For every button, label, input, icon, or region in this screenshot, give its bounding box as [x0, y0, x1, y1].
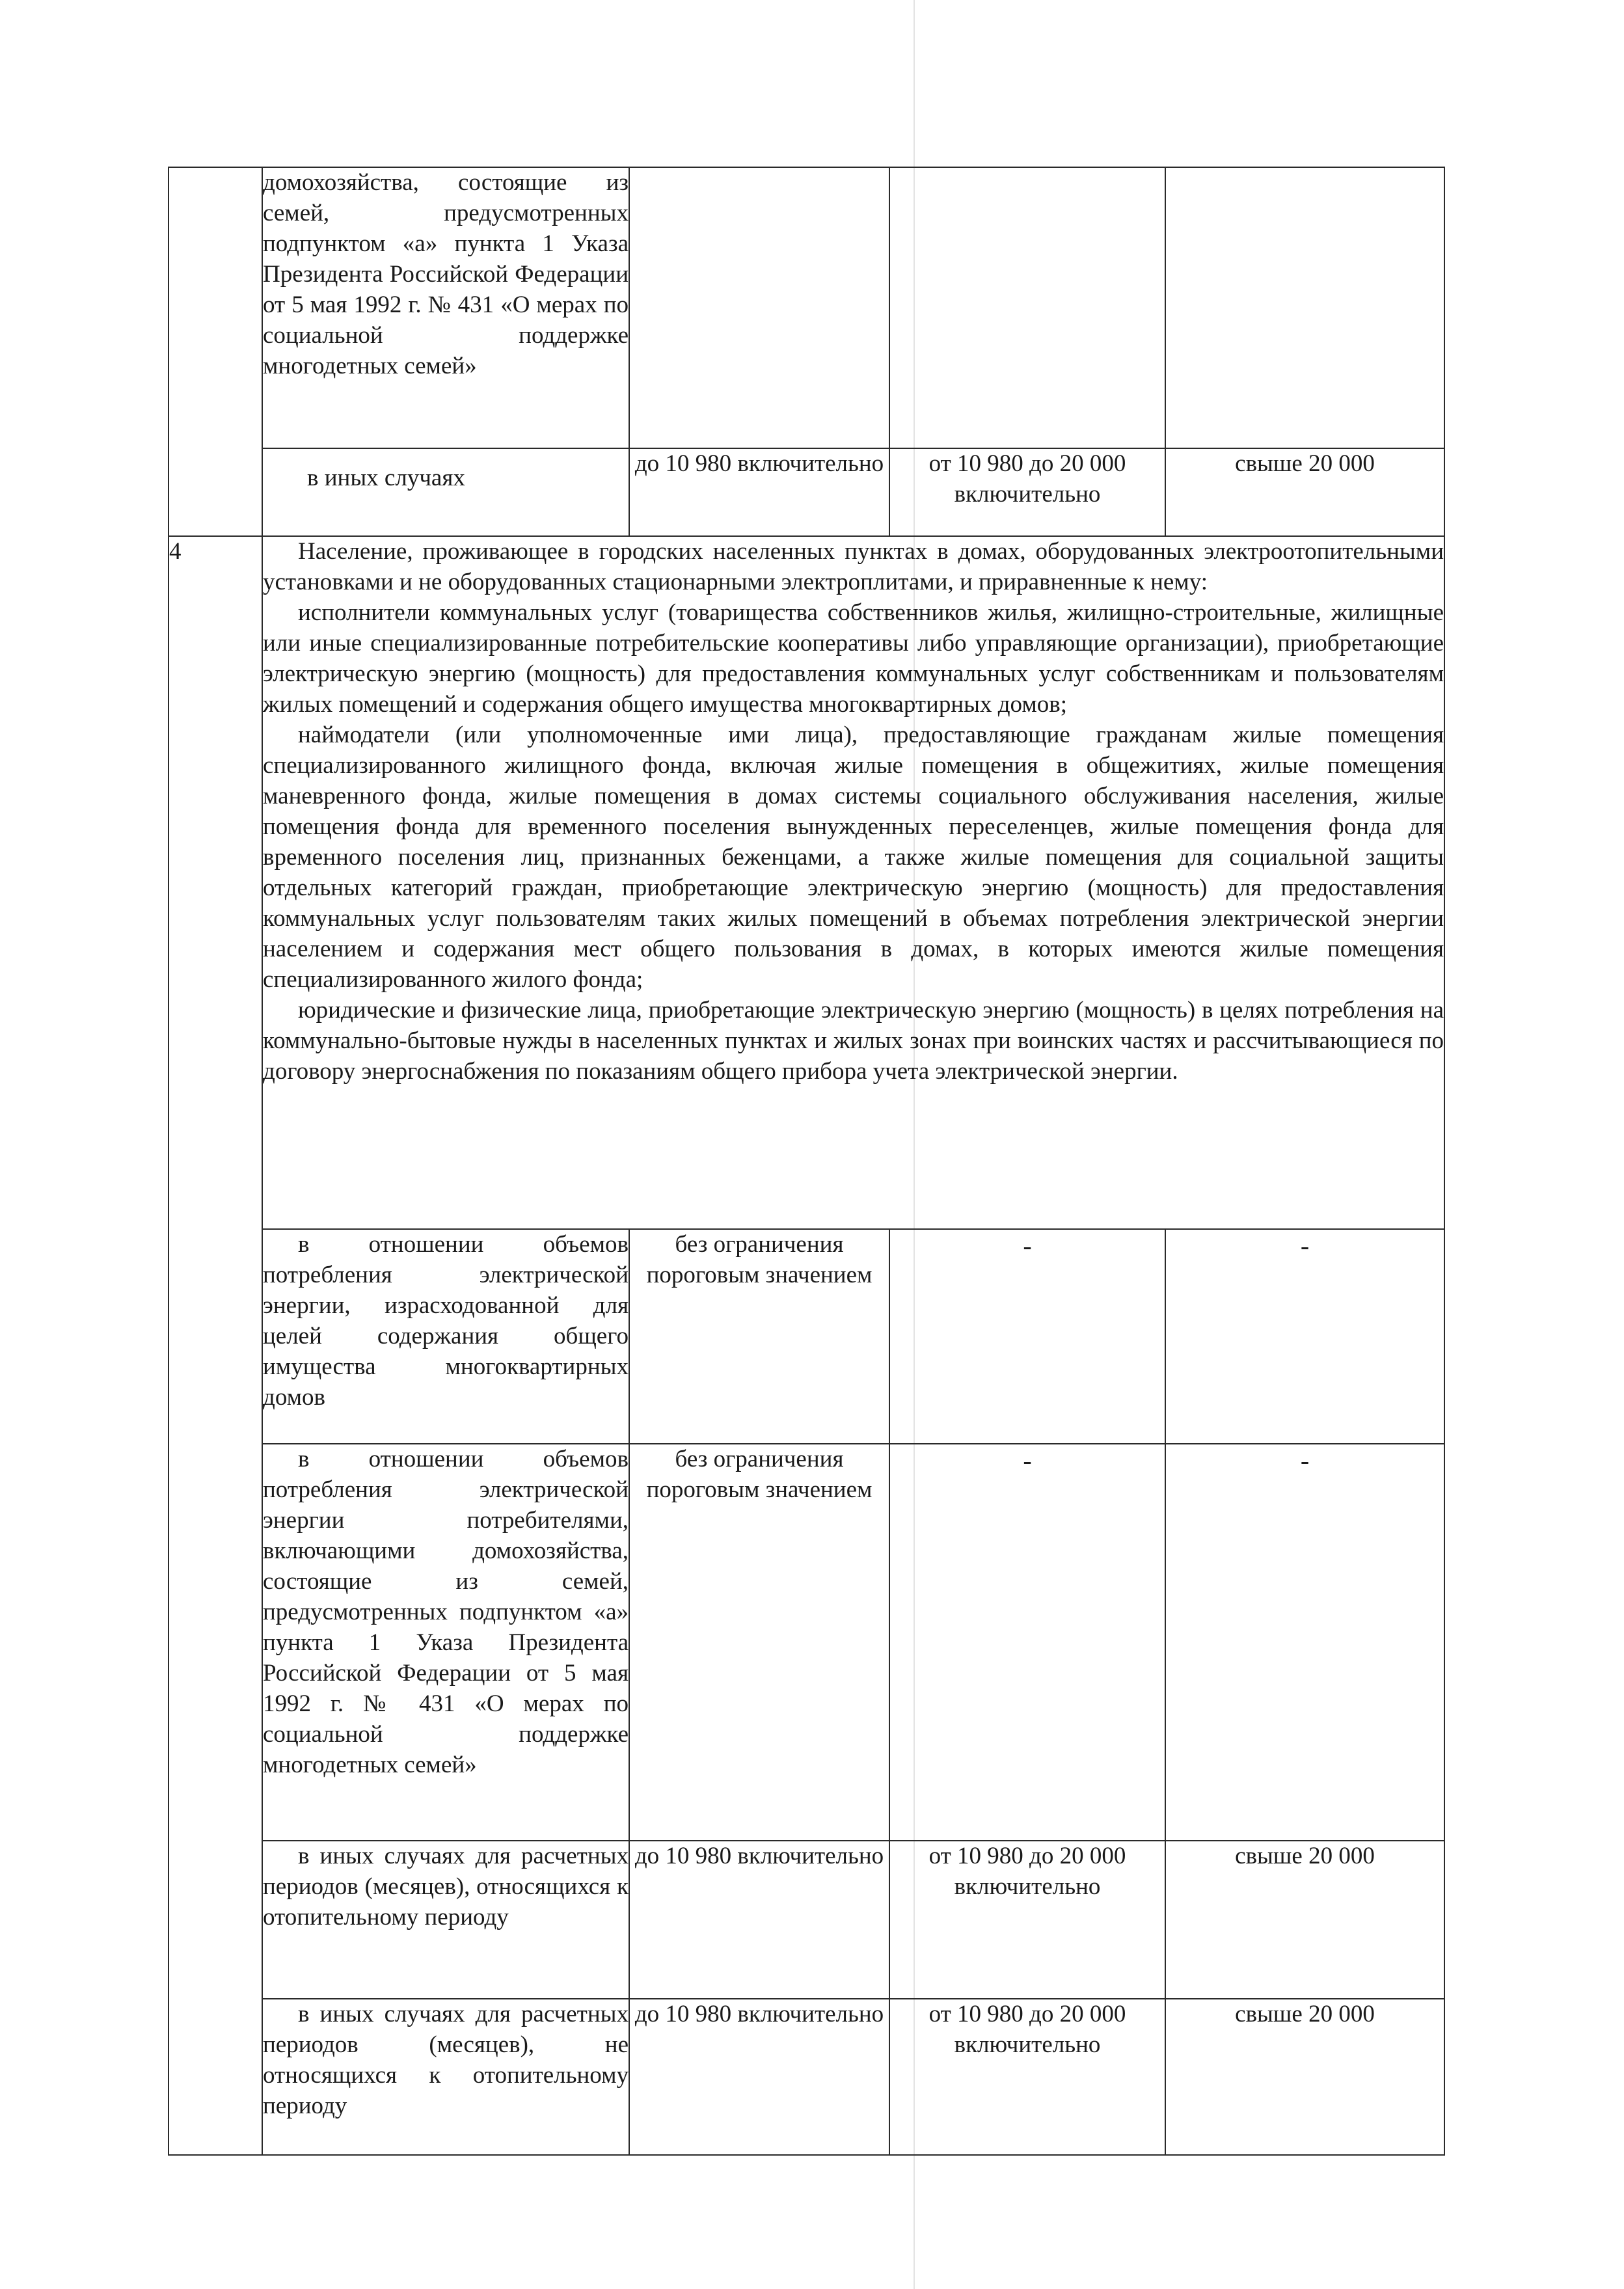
- table-row: [169, 1999, 1444, 2155]
- table-row: [169, 536, 1444, 1229]
- value-cell: без ограничения пороговым значением: [629, 1229, 889, 1444]
- value-cell: -: [1165, 1444, 1444, 1841]
- value-cell: свыше 20 000: [1165, 1841, 1444, 1999]
- value-cell: -: [889, 1444, 1165, 1841]
- paragraph: Население, проживающее в городских населенных пунктах в домах, оборудованных электроотопительными установками и не оборудованных стационарными электроплитами, и приравненные к нему:: [263, 538, 1444, 595]
- value-cell: свыше 20 000: [1165, 1999, 1444, 2155]
- row-description: домохозяйства, состоящие из семей, предусмотренных подпунктом «а» пункта 1 Указа Президента Российской Федерации от 5 мая 1992 г. № 431 «О мерах по социальной поддержке многодетных семей»: [262, 167, 629, 448]
- table-row: [169, 448, 1444, 536]
- table-row: [169, 1229, 1444, 1444]
- value-cell: без ограничения пороговым значением: [629, 1444, 889, 1841]
- table-row: [169, 1444, 1444, 1841]
- value-cell: свыше 20 000: [1165, 448, 1444, 536]
- row-description: в иных случаях для расчетных периодов (месяцев), не относящихся к отопительному периоду: [262, 1999, 629, 2155]
- paragraph: юридические и физические лица, приобретающие электрическую энергию (мощность) в целях потребления на коммунально-бытовые нужды в населенных пунктах и жилых зонах при воинских частях и рассчитывающиеся по договору энергоснабжения по показаниям общего прибора учета электрической энергии.: [263, 996, 1444, 1085]
- tariff-table: [168, 167, 1445, 2156]
- value-cell: от 10 980 до 20 000 включительно: [889, 1841, 1165, 1999]
- section-description: [262, 536, 1444, 1229]
- value-cell: от 10 980 до 20 000 включительно: [889, 1999, 1165, 2155]
- value-cell: до 10 980 включительно: [629, 1841, 889, 1999]
- row-description: в иных случаях для расчетных периодов (месяцев), относящихся к отопительному периоду: [262, 1841, 629, 1999]
- value-cell: [889, 167, 1165, 448]
- table-row: [169, 1841, 1444, 1999]
- row-description: в отношении объемов потребления электрической энергии, израсходованной для целей содержания общего имущества многоквартирных домов: [262, 1229, 629, 1444]
- paragraph: исполнители коммунальных услуг (товарищества собственников жилья, жилищно-строительные, жилищные или иные специализированные потребительские кооперативы либо управляющие организации), приобретающие электрическую энергию (мощность) для предоставления коммунальных услуг собственникам и пользователям жилых помещений и содержания общего имущества многоквартирных домов;: [263, 599, 1444, 718]
- row-number-cell: [169, 167, 262, 536]
- value-cell: до 10 980 включительно: [629, 448, 889, 536]
- row-number: 4: [169, 536, 262, 2155]
- value-cell: -: [889, 1229, 1165, 1444]
- table-row: [169, 167, 1444, 448]
- value-cell: до 10 980 включительно: [629, 1999, 889, 2155]
- value-cell: [1165, 167, 1444, 448]
- row-description: в отношении объемов потребления электрической энергии потребителями, включающими домохозяйства, состоящие из семей, предусмотренных подпунктом «а» пункта 1 Указа Президента Российской Федерации от 5 мая 1992 г. № 431 «О мерах по социальной поддержке многодетных семей»: [262, 1444, 629, 1841]
- value-cell: -: [1165, 1229, 1444, 1444]
- row-description: в иных случаях: [262, 448, 629, 536]
- paragraph: наймодатели (или уполномоченные ими лица), предоставляющие гражданам жилые помещения специализированного жилищного фонда, включая жилые помещения в общежитиях, жилые помещения маневренного фонда, жилые помещения в домах системы социального обслуживания населения, жилые помещения фонда для временного поселения вынужденных переселенцев, жилые помещения фонда для временного поселения лиц, признанных беженцами, а также жилые помещения для социальной защиты отдельных категорий граждан, приобретающие электрическую энергию (мощность) для предоставления коммунальных услуг пользователям таких жилых помещений в объемах потребления электрической энергии населением и содержания мест общего пользования в домах, в которых имеются жилые помещения специализированного жилого фонда;: [263, 721, 1444, 993]
- value-cell: [629, 167, 889, 448]
- value-cell: от 10 980 до 20 000 включительно: [889, 448, 1165, 536]
